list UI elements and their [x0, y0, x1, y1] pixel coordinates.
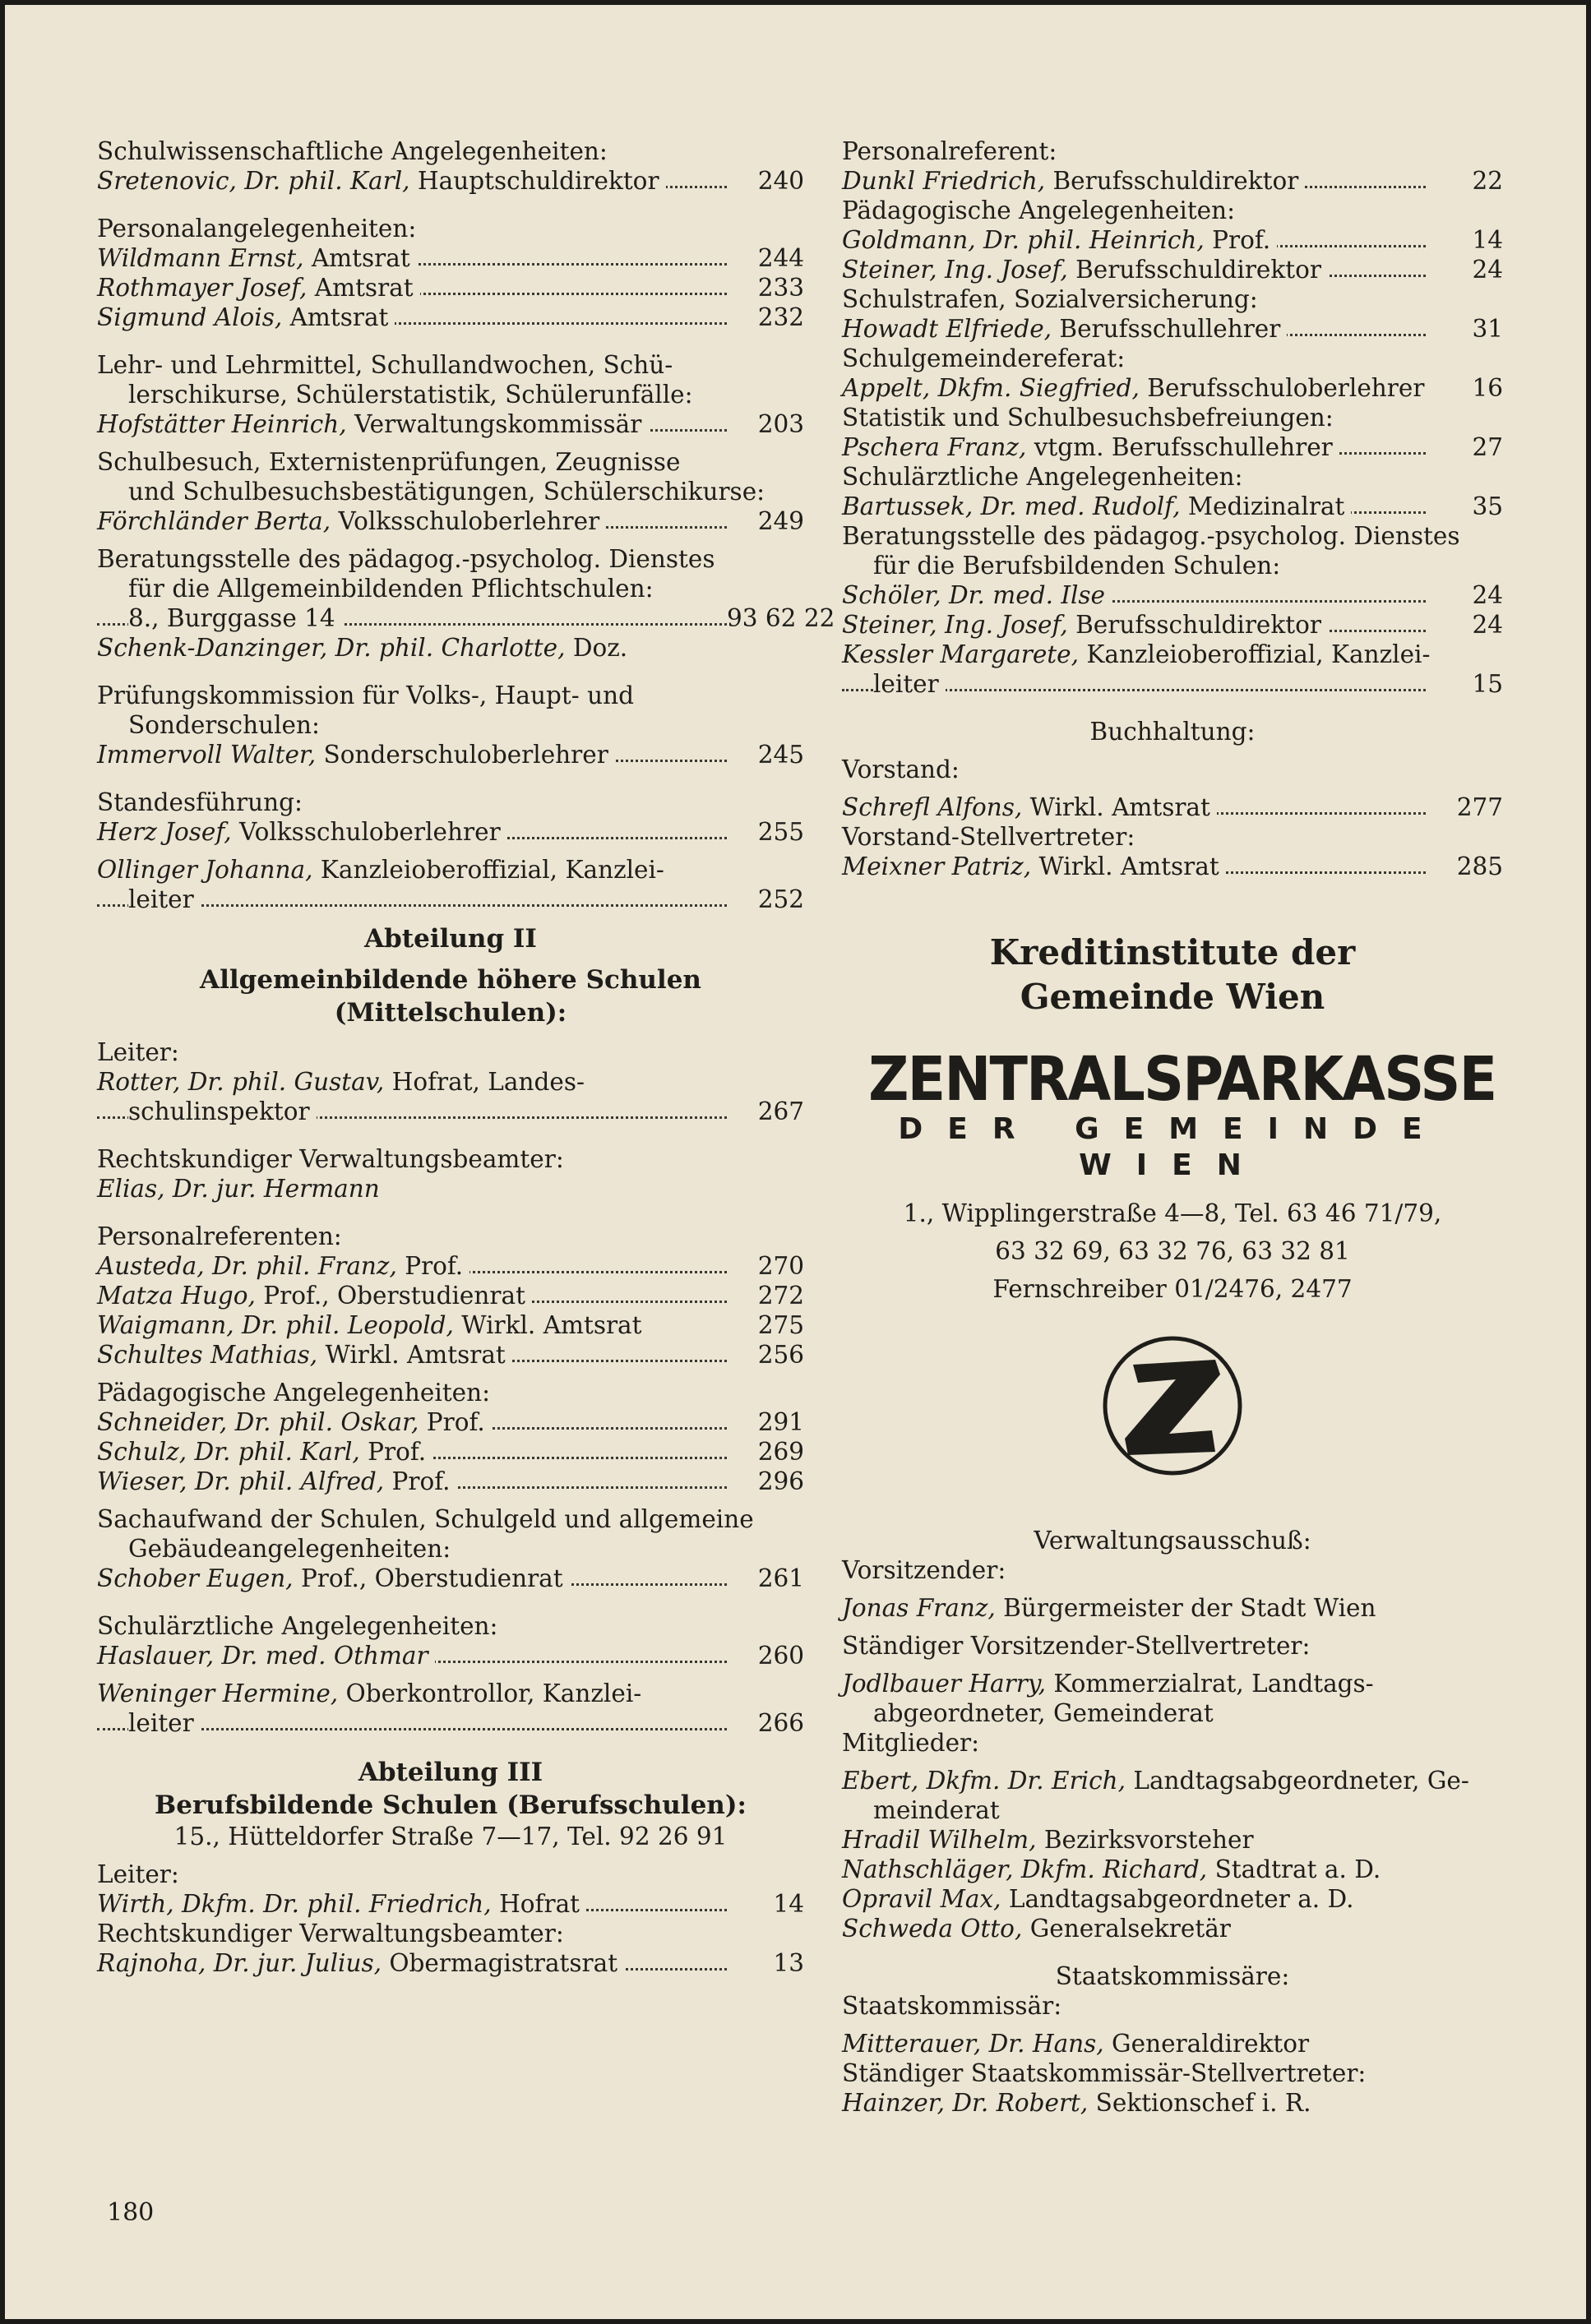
- section-heading: Abteilung II: [364, 924, 537, 954]
- text-line: [97, 380, 804, 409]
- entry-text: Personalangelegenheiten:: [97, 215, 417, 243]
- text-line: [842, 2088, 1503, 2118]
- person-name: Hainzer, Dr. Robert,: [842, 2089, 1089, 2117]
- bank-telex: Fernschreiber 01/2476, 2477: [992, 1275, 1353, 1303]
- directory-entry: [97, 1708, 804, 1738]
- text-line: [842, 1991, 1503, 2021]
- bank-address: 1., Wipplingerstraße 4—8, Tel. 63 46 71/79,: [903, 1199, 1442, 1227]
- phone-extension: 203: [727, 409, 804, 439]
- entry-text: Wirkl. Amtsrat: [1022, 793, 1210, 821]
- left-column: [97, 136, 835, 1978]
- phone-extension: 24: [1426, 580, 1503, 610]
- section-heading: Abteilung III: [358, 1758, 543, 1787]
- directory-entry: [97, 603, 835, 633]
- entry-text: Prof., Oberstudienrat: [293, 1564, 563, 1592]
- directory-entry: [842, 492, 1503, 521]
- entry-text: leiter: [873, 670, 939, 698]
- directory-entry: [842, 792, 1503, 822]
- section-heading: Allgemeinbildende höhere Schulen (Mittelschulen):: [200, 965, 701, 1028]
- entry-text: Beratungsstelle des pädagog.-psycholog. Dienstes: [842, 522, 1460, 550]
- text-line: [842, 640, 1503, 669]
- entry-text: Schulgemeindereferat:: [842, 344, 1126, 372]
- directory-entry: [842, 166, 1503, 196]
- phone-extension: 261: [727, 1564, 804, 1593]
- phone-extension: 267: [727, 1097, 804, 1126]
- text-line: [97, 1534, 804, 1564]
- entry-text: Landtagsabgeordneter, Ge-: [1126, 1767, 1469, 1795]
- entry-text: Ständiger Staatskommissär-Stellvertreter:: [842, 2059, 1367, 2087]
- centered-text: Buchhaltung:: [1089, 718, 1256, 746]
- phone-extension: 269: [727, 1437, 804, 1467]
- entry-text: Pädagogische Angelegenheiten:: [97, 1379, 491, 1407]
- text-line: [97, 1611, 804, 1641]
- entry-text: Wirkl. Amtsrat: [317, 1341, 506, 1369]
- directory-entry: [842, 580, 1503, 610]
- person-name: Jodlbauer Harry,: [842, 1670, 1046, 1698]
- person-name: Mitterauer, Dr. Hans,: [842, 2030, 1104, 2058]
- document-page: [5, 5, 1586, 2319]
- entry-text: Bürgermeister der Stadt Wien: [995, 1594, 1376, 1622]
- person-name: Kessler Margarete,: [842, 640, 1079, 668]
- text-line: [97, 681, 804, 710]
- phone-extension: 249: [727, 506, 804, 536]
- directory-entry: [97, 1340, 804, 1370]
- entry-text: Prof.: [1204, 226, 1271, 254]
- person-name: Goldmann, Dr. phil. Heinrich,: [842, 226, 1205, 254]
- phone-extension: 233: [727, 273, 804, 303]
- person-name: Rotter, Dr. phil. Gustav,: [97, 1068, 385, 1096]
- entry-text: Vorstand-Stellvertreter:: [842, 823, 1135, 851]
- person-name: Steiner, Ing. Josef,: [842, 611, 1068, 639]
- phone-extension: 272: [727, 1281, 804, 1310]
- text-line: [842, 822, 1503, 852]
- person-name: Schrefl Alfons,: [842, 793, 1023, 821]
- centered-text: Verwaltungsausschuß:: [1034, 1527, 1311, 1555]
- phone-extension: 93 62 22: [727, 604, 835, 632]
- entry-text: Obermagistratsrat: [381, 1949, 618, 1977]
- person-name: Bartussek, Dr. med. Rudolf,: [842, 492, 1181, 520]
- phone-extension: 245: [727, 740, 804, 769]
- text-line: [97, 788, 804, 817]
- entry-text: Hofrat: [491, 1890, 580, 1918]
- page-number: 180: [107, 2198, 155, 2227]
- person-name: Schultes Mathias,: [97, 1341, 318, 1369]
- directory-entry: [97, 303, 804, 332]
- entry-text: Rechtskundiger Verwaltungsbeamter:: [97, 1920, 564, 1947]
- phone-extension: 277: [1426, 792, 1503, 822]
- zentralsparkasse-logo-word: ZENTRALSPARKASSE: [868, 1044, 1496, 1115]
- person-name: Howadt Elfriede,: [842, 315, 1052, 343]
- directory-entry: [97, 1251, 804, 1281]
- person-name: Appelt, Dkfm. Siegfried,: [842, 374, 1140, 402]
- entry-text: Standesführung:: [97, 788, 303, 816]
- directory-entry: [97, 1564, 804, 1593]
- directory-entry: [97, 1889, 804, 1919]
- entry-text: Volksschuloberlehrer: [331, 507, 600, 535]
- phone-extension: 27: [1426, 432, 1503, 462]
- entry-text: Prof.: [396, 1252, 464, 1280]
- directory-entry: [97, 1467, 804, 1496]
- person-name: Jonas Franz,: [842, 1594, 996, 1622]
- text-line: [842, 1884, 1503, 1914]
- entry-text: für die Allgemeinbildenden Pflichtschulen:: [128, 575, 654, 603]
- text-line: [97, 574, 804, 603]
- text-line: [842, 1631, 1503, 1661]
- entry-text: Vorsitzender:: [842, 1556, 1006, 1584]
- entry-text: Prof., Oberstudienrat: [255, 1282, 525, 1310]
- entry-text: und Schulbesuchsbestätigungen, Schülerschikurse:: [128, 478, 765, 506]
- entry-text: Volksschuloberlehrer: [231, 818, 501, 846]
- person-name: Haslauer, Dr. med. Othmar: [97, 1642, 428, 1670]
- entry-text: Mitglieder:: [842, 1729, 980, 1757]
- text-line: [97, 1504, 804, 1534]
- phone-extension: 35: [1426, 492, 1503, 521]
- phone-extension: 240: [727, 166, 804, 196]
- entry-text: Wirkl. Amtsrat: [1031, 852, 1219, 880]
- text-line: [842, 1669, 1503, 1698]
- person-name: Schneider, Dr. phil. Oskar,: [97, 1408, 419, 1436]
- person-name: Herz Josef,: [97, 818, 232, 846]
- directory-entry: [842, 669, 1503, 699]
- entry-text: Pädagogische Angelegenheiten:: [842, 196, 1236, 224]
- entry-text: Wirkl. Amtsrat: [453, 1311, 642, 1339]
- person-name: Schweda Otto,: [842, 1915, 1023, 1943]
- text-line: [842, 521, 1503, 551]
- entry-text: Statistik und Schulbesuchsbefreiungen:: [842, 404, 1334, 432]
- directory-entry: [97, 1097, 804, 1126]
- entry-text: Sonderschulen:: [128, 711, 320, 739]
- entry-text: Berufsschuldirektor: [1045, 167, 1299, 195]
- entry-text: Hofrat, Landes-: [384, 1068, 585, 1096]
- right-top-section: [842, 136, 1503, 881]
- phone-extension: 13: [727, 1948, 804, 1978]
- person-name: Wirth, Dkfm. Dr. phil. Friedrich,: [97, 1890, 492, 1918]
- person-name: Sretenovic, Dr. phil. Karl,: [97, 167, 410, 195]
- directory-entry: [842, 852, 1503, 881]
- entry-text: Schulbesuch, Externistenprüfungen, Zeugnisse: [97, 448, 681, 476]
- entry-text: Sachaufwand der Schulen, Schulgeld und allgemeine: [97, 1505, 754, 1533]
- directory-entry: [97, 409, 804, 439]
- entry-text: Schulärztliche Angelegenheiten:: [842, 463, 1243, 491]
- right-column: [842, 136, 1503, 2118]
- person-name: Austeda, Dr. phil. Franz,: [97, 1252, 397, 1280]
- directory-entry: [97, 1437, 804, 1467]
- phone-extension: 266: [727, 1708, 804, 1738]
- zentralsparkasse-emblem-icon: [1098, 1332, 1246, 1480]
- phone-extension: 244: [727, 243, 804, 273]
- entry-text: Prüfungskommission für Volks-, Haupt- und: [97, 681, 634, 709]
- text-line: [842, 136, 1503, 166]
- text-line: [842, 462, 1503, 492]
- phone-extension: 15: [1426, 669, 1503, 699]
- entry-text: Gebäudeangelegenheiten:: [128, 1535, 451, 1563]
- text-line: [97, 1037, 804, 1067]
- text-line: [97, 633, 804, 663]
- text-line: [842, 196, 1503, 225]
- directory-entry: [842, 314, 1503, 344]
- text-line: [842, 284, 1503, 314]
- entry-text: Medizinalrat: [1180, 492, 1345, 520]
- phone-extension: 232: [727, 303, 804, 332]
- entry-text: vtgm. Berufsschullehrer: [1026, 433, 1333, 461]
- person-name: Steiner, Ing. Josef,: [842, 256, 1068, 284]
- text-line: [97, 1378, 804, 1407]
- directory-entry: [97, 1281, 804, 1310]
- text-line: [842, 551, 1503, 580]
- entry-text: Berufsschuldirektor: [1067, 256, 1321, 284]
- person-name: Waigmann, Dr. phil. Leopold,: [97, 1311, 454, 1339]
- directory-entry: [97, 1407, 804, 1437]
- directory-entry: [97, 506, 804, 536]
- text-line: [97, 1174, 804, 1204]
- text-line: [842, 1555, 1503, 1585]
- centered-text: 15., Hütteldorfer Straße 7—17, Tel. 92 26 91: [173, 1823, 728, 1850]
- person-name: Weninger Hermine,: [97, 1679, 339, 1707]
- phone-extension: 22: [1426, 166, 1503, 196]
- person-name: Nathschläger, Dkfm. Richard,: [842, 1855, 1208, 1883]
- centered-text: Staatskommissäre:: [1055, 1962, 1290, 1990]
- directory-entry: [97, 1641, 804, 1670]
- entry-text: Amtsrat: [307, 274, 414, 302]
- directory-entry: [842, 373, 1503, 403]
- entry-text: Bezirksvorsteher: [1036, 1826, 1254, 1854]
- entry-text: Schulstrafen, Sozialversicherung:: [842, 285, 1258, 313]
- text-line: [97, 1919, 804, 1948]
- text-line: [842, 1698, 1503, 1728]
- person-name: Sigmund Alois,: [97, 303, 283, 331]
- kreditinstitute-section: [842, 931, 1503, 1526]
- bank-phones: 63 32 69, 63 32 76, 63 32 81: [995, 1237, 1350, 1265]
- entry-text: leiter: [128, 1709, 194, 1737]
- text-line: [842, 1795, 1503, 1825]
- phone-extension: 24: [1426, 255, 1503, 284]
- text-line: [842, 1728, 1503, 1758]
- phone-extension: 260: [727, 1641, 804, 1670]
- phone-extension: 270: [727, 1251, 804, 1281]
- text-line: [842, 344, 1503, 373]
- entry-text: Leiter:: [97, 1038, 179, 1066]
- right-bottom-section: [842, 1526, 1503, 2118]
- phone-extension: 14: [1426, 225, 1503, 255]
- entry-text: Beratungsstelle des pädagog.-psycholog. Dienstes: [97, 545, 715, 573]
- kreditinstitute-title-line2: Gemeinde Wien: [1020, 977, 1325, 1017]
- person-name: Ebert, Dkfm. Dr. Erich,: [842, 1767, 1126, 1795]
- person-name: Dunkl Friedrich,: [842, 167, 1046, 195]
- text-line: [842, 1825, 1503, 1855]
- directory-entry: [97, 885, 804, 914]
- text-line: [842, 1855, 1503, 1884]
- text-line: [842, 1766, 1503, 1795]
- phone-extension: 16: [1426, 373, 1503, 403]
- directory-entry: [842, 225, 1503, 255]
- text-line: [842, 755, 1503, 784]
- phone-extension: 24: [1426, 610, 1503, 640]
- entry-text: Kanzleioberoffizial, Kanzlei-: [312, 856, 664, 884]
- entry-text: 8., Burggasse 14: [128, 604, 335, 632]
- person-name: Rajnoha, Dr. jur. Julius,: [97, 1949, 382, 1977]
- entry-text: Amtsrat: [303, 244, 410, 272]
- person-name: Schober Eugen,: [97, 1564, 294, 1592]
- directory-entry: [842, 432, 1503, 462]
- entry-text: Personalreferent:: [842, 137, 1057, 165]
- entry-text: für die Berufsbildenden Schulen:: [873, 552, 1281, 580]
- text-line: [842, 1593, 1503, 1623]
- person-name: Wieser, Dr. phil. Alfred,: [97, 1467, 385, 1495]
- person-name: Matza Hugo,: [97, 1282, 256, 1310]
- text-line: [97, 1679, 804, 1708]
- entry-text: Berufsschullehrer: [1052, 315, 1281, 343]
- entry-text: Schulärztliche Angelegenheiten:: [97, 1612, 498, 1640]
- section-heading: Berufsbildende Schulen (Berufsschulen):: [155, 1790, 747, 1820]
- directory-entry: [97, 740, 804, 769]
- phone-extension: 14: [727, 1889, 804, 1919]
- entry-text: Doz.: [565, 634, 628, 662]
- text-line: [97, 1144, 804, 1174]
- entry-text: Landtagsabgeordneter a. D.: [1001, 1885, 1354, 1913]
- text-line: [97, 477, 804, 506]
- entry-text: Amtsrat: [282, 303, 389, 331]
- entry-text: Sektionschef i. R.: [1088, 2089, 1311, 2117]
- directory-entry: [97, 166, 804, 196]
- person-name: Hofstätter Heinrich,: [97, 410, 347, 438]
- entry-text: meinderat: [873, 1796, 1000, 1824]
- entry-text: leiter: [128, 885, 194, 913]
- text-line: [97, 544, 804, 574]
- directory-entry: [97, 273, 804, 303]
- phone-extension: 296: [727, 1467, 804, 1496]
- person-name: Hradil Wilhelm,: [842, 1826, 1037, 1854]
- text-line: [97, 1860, 804, 1889]
- text-line: [97, 214, 804, 243]
- person-name: Pschera Franz,: [842, 433, 1027, 461]
- directory-entry: [97, 1948, 804, 1978]
- entry-text: Berufsschuloberlehrer: [1139, 374, 1425, 402]
- text-line: [842, 2029, 1503, 2058]
- phone-extension: 285: [1426, 852, 1503, 881]
- entry-text: Staatskommissär:: [842, 1992, 1062, 2020]
- entry-text: Leiter:: [97, 1860, 179, 1888]
- entry-text: Lehr- und Lehrmittel, Schullandwochen, Schü-: [97, 351, 673, 379]
- text-line: [842, 1914, 1503, 1943]
- entry-text: Sonderschuloberlehrer: [316, 741, 608, 769]
- person-name: Immervoll Walter,: [97, 741, 317, 769]
- phone-extension: 291: [727, 1407, 804, 1437]
- phone-extension: 31: [1426, 314, 1503, 344]
- entry-text: lerschikurse, Schülerstatistik, Schülerunfälle:: [128, 381, 693, 409]
- text-line: [97, 855, 804, 885]
- person-name: Ollinger Johanna,: [97, 856, 313, 884]
- entry-text: Verwaltungskommissär: [346, 410, 642, 438]
- text-line: [97, 1067, 804, 1097]
- person-name: Förchländer Berta,: [97, 507, 331, 535]
- entry-text: Kanzleioberoffizial, Kanzlei-: [1078, 640, 1431, 668]
- entry-text: schulinspektor: [128, 1097, 310, 1125]
- entry-text: Schulwissenschaftliche Angelegenheiten:: [97, 137, 608, 165]
- entry-text: Personalreferenten:: [97, 1222, 342, 1250]
- text-line: [97, 710, 804, 740]
- entry-text: Generaldirektor: [1103, 2030, 1310, 2058]
- person-name: Rothmayer Josef,: [97, 274, 308, 302]
- person-name: Schulz, Dr. phil. Karl,: [97, 1438, 360, 1466]
- phone-extension: 255: [727, 817, 804, 847]
- directory-entry: [97, 817, 804, 847]
- person-name: Schöler, Dr. med. Ilse: [842, 581, 1106, 609]
- entry-text: Prof.: [359, 1438, 427, 1466]
- entry-text: Vorstand:: [842, 755, 960, 783]
- directory-entry: [97, 243, 804, 273]
- text-line: [97, 350, 804, 380]
- kreditinstitute-title-line1: Kreditinstitute der: [989, 932, 1356, 973]
- directory-entry: [842, 255, 1503, 284]
- text-line: [842, 403, 1503, 432]
- entry-text: Oberkontrollor, Kanzlei-: [338, 1679, 642, 1707]
- entry-text: Rechtskundiger Verwaltungsbeamter:: [97, 1145, 564, 1173]
- entry-text: Prof.: [419, 1408, 485, 1436]
- directory-entry: [97, 1310, 804, 1340]
- text-line: [97, 447, 804, 477]
- phone-extension: 256: [727, 1340, 804, 1370]
- entry-text: Generalsekretär: [1022, 1915, 1231, 1943]
- phone-extension: 252: [727, 885, 804, 914]
- entry-text: Ständiger Vorsitzender-Stellvertreter:: [842, 1632, 1311, 1660]
- person-name: Elias, Dr. jur. Hermann: [97, 1175, 380, 1203]
- text-line: [842, 2058, 1503, 2088]
- entry-text: Prof.: [384, 1467, 451, 1495]
- zentralsparkasse-logo-subtitle: DER GEMEINDE WIEN: [898, 1112, 1447, 1182]
- entry-text: Berufsschuldirektor: [1067, 611, 1321, 639]
- person-name: Meixner Patriz,: [842, 852, 1032, 880]
- person-name: Schenk-Danzinger, Dr. phil. Charlotte,: [97, 634, 566, 662]
- entry-text: Stadtrat a. D.: [1207, 1855, 1381, 1883]
- phone-extension: 275: [727, 1310, 804, 1340]
- person-name: Wildmann Ernst,: [97, 244, 304, 272]
- entry-text: Kommerzialrat, Landtags-: [1045, 1670, 1374, 1698]
- text-line: [97, 136, 804, 166]
- text-line: [97, 1222, 804, 1251]
- entry-text: abgeordneter, Gemeinderat: [873, 1699, 1214, 1727]
- entry-text: Hauptschuldirektor: [409, 167, 659, 195]
- person-name: Opravil Max,: [842, 1885, 1001, 1913]
- directory-entry: [842, 610, 1503, 640]
